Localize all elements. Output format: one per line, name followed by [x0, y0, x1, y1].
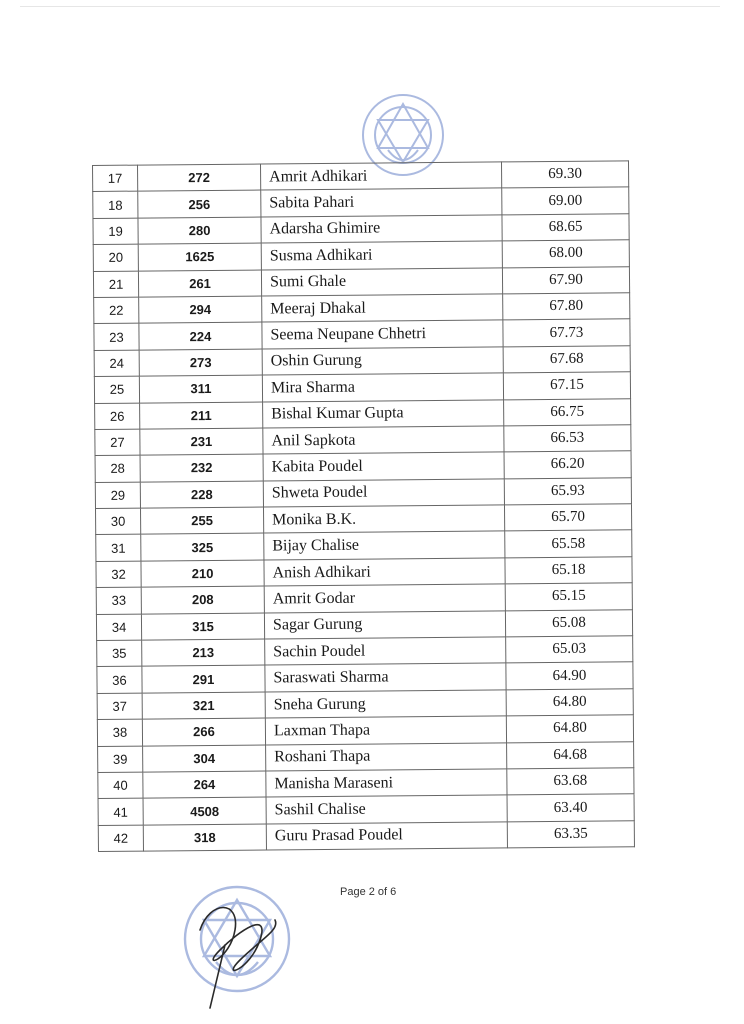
score-cell: 65.18 [505, 557, 632, 584]
student-name-cell: Sachin Poudel [265, 637, 506, 665]
serial-number-cell: 25 [94, 376, 139, 403]
serial-number-cell: 39 [98, 746, 143, 773]
results-table [92, 160, 635, 852]
roll-number-cell: 280 [138, 217, 261, 244]
roll-number-cell: 318 [143, 824, 266, 851]
score-cell: 68.65 [502, 214, 629, 241]
score-cell: 63.35 [507, 821, 634, 848]
student-name-cell: Amrit Godar [264, 584, 505, 612]
page-number: Page 2 of 6 [340, 886, 397, 898]
score-cell: 66.75 [504, 398, 631, 425]
roll-number-cell: 273 [139, 349, 262, 376]
serial-number-cell: 28 [95, 455, 140, 482]
score-cell: 64.90 [506, 662, 633, 689]
student-name-cell: Susma Adhikari [261, 241, 502, 269]
student-name-cell: Monika B.K. [263, 505, 504, 533]
roll-number-cell: 1625 [138, 243, 261, 270]
score-cell: 67.90 [502, 266, 629, 293]
student-name-cell: Anish Adhikari [264, 558, 505, 586]
roll-number-cell: 224 [139, 322, 262, 349]
serial-number-cell: 20 [93, 244, 138, 271]
serial-number-cell: 30 [95, 508, 140, 535]
student-name-cell: Bishal Kumar Gupta [263, 399, 504, 427]
serial-number-cell: 18 [93, 191, 138, 218]
roll-number-cell: 266 [142, 718, 265, 745]
roll-number-cell: 256 [138, 190, 261, 217]
serial-number-cell: 33 [96, 587, 141, 614]
score-cell: 67.80 [503, 293, 630, 320]
score-cell: 64.80 [506, 689, 633, 716]
roll-number-cell: 4508 [143, 797, 266, 824]
student-name-cell: Sumi Ghale [261, 267, 502, 295]
roll-number-cell: 213 [142, 639, 265, 666]
student-name-cell: Roshani Thapa [266, 742, 507, 770]
serial-number-cell: 22 [94, 297, 139, 324]
score-cell: 67.68 [503, 346, 630, 373]
score-cell: 66.20 [504, 451, 631, 478]
serial-number-cell: 40 [98, 772, 143, 799]
student-name-cell: Sabita Pahari [261, 188, 502, 216]
serial-number-cell: 21 [93, 271, 138, 298]
roll-number-cell: 294 [139, 296, 262, 323]
roll-number-cell: 315 [141, 613, 264, 640]
serial-number-cell: 17 [93, 165, 138, 192]
score-cell: 63.40 [507, 794, 634, 821]
score-cell: 65.70 [504, 504, 631, 531]
serial-number-cell: 36 [97, 667, 142, 694]
roll-number-cell: 272 [138, 164, 261, 191]
roll-number-cell: 304 [143, 745, 266, 772]
roll-number-cell: 311 [139, 375, 262, 402]
score-cell: 64.68 [507, 741, 634, 768]
student-name-cell: Sashil Chalise [266, 795, 507, 823]
score-cell: 66.53 [504, 425, 631, 452]
roll-number-cell: 261 [138, 270, 261, 297]
score-cell: 65.03 [506, 636, 633, 663]
roll-number-cell: 231 [140, 428, 263, 455]
serial-number-cell: 42 [98, 825, 143, 852]
score-cell: 65.15 [505, 583, 632, 610]
serial-number-cell: 19 [93, 218, 138, 245]
score-cell: 64.80 [506, 715, 633, 742]
score-cell: 63.68 [507, 768, 634, 795]
serial-number-cell: 29 [95, 482, 140, 509]
table-row [98, 821, 634, 852]
student-name-cell: Amrit Adhikari [260, 162, 501, 190]
student-name-cell: Bijay Chalise [264, 531, 505, 559]
serial-number-cell: 37 [97, 693, 142, 720]
student-name-cell: Sneha Gurung [265, 690, 506, 718]
student-name-cell: Laxman Thapa [265, 716, 506, 744]
serial-number-cell: 31 [96, 535, 141, 562]
roll-number-cell: 228 [140, 481, 263, 508]
student-name-cell: Guru Prasad Poudel [266, 822, 507, 850]
roll-number-cell: 208 [141, 586, 264, 613]
student-name-cell: Shweta Poudel [263, 479, 504, 507]
signature [180, 890, 290, 1010]
student-name-cell: Seema Neupane Chhetri [262, 320, 503, 348]
top-edge-line [20, 6, 720, 7]
student-name-cell: Saraswati Sharma [265, 663, 506, 691]
roll-number-cell: 211 [140, 402, 263, 429]
score-cell: 65.08 [505, 609, 632, 636]
student-name-cell: Anil Sapkota [263, 426, 504, 454]
roll-number-cell: 325 [141, 533, 264, 560]
score-cell: 67.73 [503, 319, 630, 346]
score-cell: 68.00 [502, 240, 629, 267]
score-cell: 65.93 [504, 477, 631, 504]
roll-number-cell: 321 [142, 692, 265, 719]
student-name-cell: Kabita Poudel [263, 452, 504, 480]
roll-number-cell: 210 [141, 560, 264, 587]
roll-number-cell: 232 [140, 454, 263, 481]
score-cell: 67.15 [503, 372, 630, 399]
student-name-cell: Mira Sharma [262, 373, 503, 401]
student-name-cell: Adarsha Ghimire [261, 215, 502, 243]
serial-number-cell: 24 [94, 350, 139, 377]
serial-number-cell: 38 [97, 719, 142, 746]
score-cell: 69.00 [502, 187, 629, 214]
student-name-cell: Manisha Maraseni [266, 769, 507, 797]
serial-number-cell: 26 [95, 403, 140, 430]
serial-number-cell: 41 [98, 798, 143, 825]
serial-number-cell: 27 [95, 429, 140, 456]
roll-number-cell: 255 [140, 507, 263, 534]
student-name-cell: Meeraj Dhakal [262, 294, 503, 322]
serial-number-cell: 35 [97, 640, 142, 667]
roll-number-cell: 264 [143, 771, 266, 798]
serial-number-cell: 23 [94, 323, 139, 350]
student-name-cell: Oshin Gurung [262, 347, 503, 375]
serial-number-cell: 32 [96, 561, 141, 588]
score-cell: 65.58 [505, 530, 632, 557]
student-name-cell: Sagar Gurung [264, 611, 505, 639]
roll-number-cell: 291 [142, 665, 265, 692]
score-cell: 69.30 [501, 161, 628, 188]
serial-number-cell: 34 [96, 614, 141, 641]
